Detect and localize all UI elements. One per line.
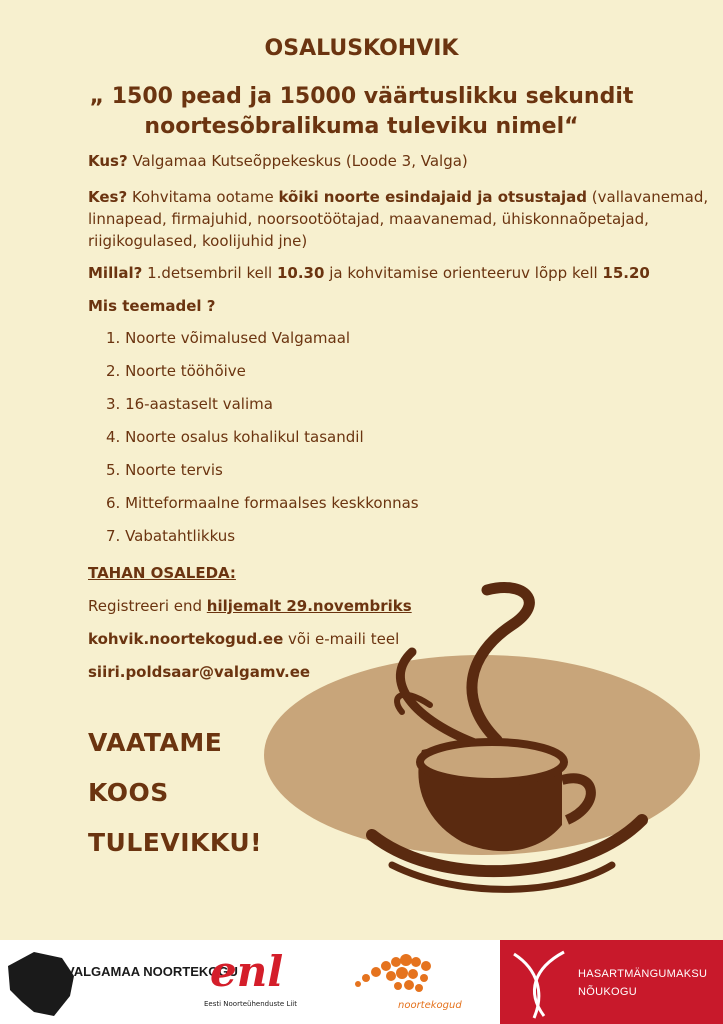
noortekogud-dots-icon xyxy=(346,948,466,998)
topic-item: 6. Mitteformaalne formaalses keskkonnas xyxy=(106,494,419,512)
enl-name: Eesti Noorteühenduste Liit xyxy=(204,1000,297,1008)
coffee-cup-illustration xyxy=(262,580,702,925)
slogan-line-3: TULEVIKKU! xyxy=(88,828,263,857)
noortekogud-logo xyxy=(346,948,466,1018)
time-text-1: 1.detsembril kell xyxy=(142,264,277,282)
hmn-line-2: NÕUKOGU xyxy=(578,986,637,998)
slogan-line-1: VAATAME xyxy=(88,728,223,757)
website-text: või e-maili teel xyxy=(283,630,400,648)
register-deadline: hiljemalt 29.novembriks xyxy=(206,597,412,615)
time-text-2: ja kohvitamise orienteeruv lõpp kell xyxy=(324,264,603,282)
topic-item: 7. Vabatahtlikkus xyxy=(106,527,236,545)
time-label: Millal? xyxy=(88,264,143,282)
topic-item: 4. Noorte osalus kohalikul tasandil xyxy=(106,428,364,446)
register-text: Registreeri end xyxy=(88,597,207,615)
page-title: OSALUSKOHVIK xyxy=(264,36,459,61)
topics-heading: Mis teemadel ? xyxy=(88,297,216,315)
valgamaa-map-icon xyxy=(4,946,238,1020)
end-time: 15.20 xyxy=(602,264,650,282)
email-link[interactable]: siiri.poldsaar@valgamv.ee xyxy=(88,663,311,681)
start-time: 10.30 xyxy=(276,264,325,282)
hmn-emblem-icon xyxy=(504,940,574,1024)
sponsor-logos xyxy=(0,940,723,1024)
signup-heading: TAHAN OSALEDA: xyxy=(88,564,236,582)
audience-label: Kes? xyxy=(88,188,128,206)
hasartmangumaksu-noukogu-logo xyxy=(500,940,723,1024)
audience-bold: kõiki noorte esindajaid ja otsustajad xyxy=(278,188,588,206)
audience-paragraph xyxy=(88,186,718,252)
time-line xyxy=(88,262,718,284)
topic-item: 1. Noorte võimalused Valgamaal xyxy=(106,329,351,347)
subtitle xyxy=(0,82,723,142)
topic-item: 5. Noorte tervis xyxy=(106,461,223,479)
slogan-line-2: KOOS xyxy=(88,778,169,807)
location-label: Kus? xyxy=(88,152,128,170)
subtitle-line-2: noortesõbralikuma tuleviku nimel“ xyxy=(144,114,579,139)
website-link[interactable]: kohvik.noortekogud.ee xyxy=(88,630,284,648)
enl-logo xyxy=(196,948,326,1020)
audience-text-2: (vallavanemad, linnapead, firmajuhid, noorsootöötajad, maavanemad, ühiskonnaõpetajad, riigikogulased, koolijuhid jne) xyxy=(88,188,709,250)
location-text: Valgamaa Kutseõppekeskus (Loode 3, Valga) xyxy=(127,152,468,170)
audience-text-1: Kohvitama ootame xyxy=(127,188,279,206)
valgamaa-logo-text: VALGAMAA NOORTEKOGU xyxy=(66,964,238,979)
enl-mark: enl xyxy=(210,947,284,996)
subtitle-line-1: „ 1500 pead ja 15000 väärtuslikku sekundit xyxy=(89,84,634,109)
topic-item: 2. Noorte tööhõive xyxy=(106,362,246,380)
location-line xyxy=(88,150,718,172)
noortekogud-text: noortekogud xyxy=(398,1000,462,1011)
topic-item: 3. 16-aastaselt valima xyxy=(106,395,273,413)
valgamaa-noortekogu-logo xyxy=(4,946,238,1020)
hmn-line-1: HASARTMÄNGUMAKSU xyxy=(578,968,708,980)
